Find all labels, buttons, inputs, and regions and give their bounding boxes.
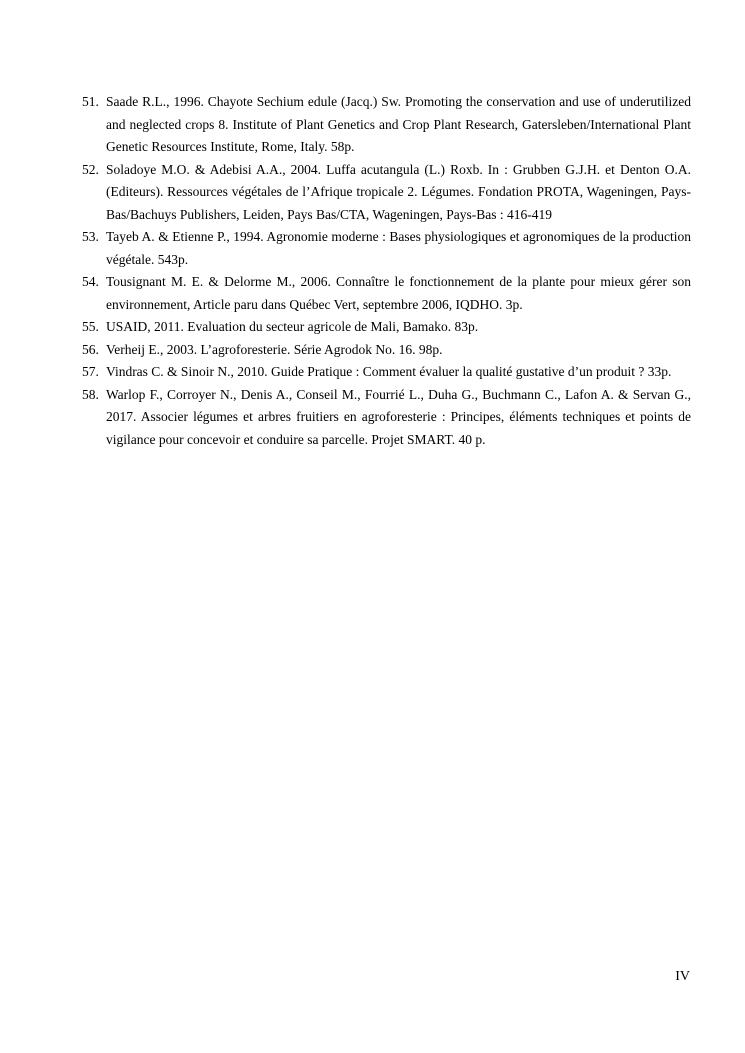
- reference-list: [82, 91, 691, 451]
- reference-text: Verheij E., 2003. L’agroforesterie. Série Agrodok No. 16. 98p.: [106, 341, 443, 357]
- reference-number: 57.: [82, 364, 99, 379]
- reference-number: 52.: [82, 161, 99, 177]
- page-number: IV: [675, 969, 690, 984]
- reference-text: Warlop F., Corroyer N., Denis A., Conseil M., Fourrié L., Duha G., Buchmann C., Lafon A. & Servan G., 2017. Associer légumes et arbres fruitiers en agroforesterie : Principes, éléments techniques et points de vigilance pour concevoir et conduire sa parcelle. Projet SMART. 40 p.: [106, 386, 691, 447]
- reference-number: 51.: [82, 94, 99, 109]
- reference-item: [82, 159, 691, 227]
- reference-number: 54.: [82, 274, 99, 289]
- reference-item: [82, 361, 691, 384]
- reference-item: [82, 226, 691, 271]
- reference-item: [82, 91, 691, 159]
- reference-number: 55.: [82, 319, 99, 334]
- reference-number: 53.: [82, 229, 99, 244]
- reference-text: Saade R.L., 1996. Chayote Sechium edule (Jacq.) Sw. Promoting the conservation and use of underutilized and neglected crops 8. Institute of Plant Genetics and Crop Plant Research, Gatersleben/International Plant Genetic Resources Institute, Rome, Italy. 58p.: [106, 94, 691, 154]
- reference-text: Soladoye M.O. & Adebisi A.A., 2004. Luffa acutangula (L.) Roxb. In : Grubben G.J.H. et Denton O.A. (Editeurs). Ressources végétales de l’Afrique tropicale 2. Légumes. Fondation PROTA, Wageningen, Pays-Bas/Bachuys Publishers, Leiden, Pays Bas/CTA, Wageningen, Pays-Bas : 416-419: [106, 161, 691, 222]
- reference-number: 58.: [82, 386, 99, 402]
- reference-text: Tayeb A. & Etienne P., 1994. Agronomie moderne : Bases physiologiques et agronomiques de la production végétale. 543p.: [106, 229, 691, 267]
- reference-text: USAID, 2011. Evaluation du secteur agricole de Mali, Bamako. 83p.: [106, 319, 479, 334]
- reference-item: [82, 271, 691, 316]
- reference-item: [82, 384, 691, 452]
- reference-item: [82, 339, 691, 362]
- reference-text: Tousignant M. E. & Delorme M., 2006. Connaître le fonctionnement de la plante pour mieux gérer son environnement, Article paru dans Québec Vert, septembre 2006, IQDHO. 3p.: [106, 274, 691, 312]
- reference-item: [82, 316, 691, 339]
- reference-number: 56.: [82, 341, 99, 357]
- reference-text: Vindras C. & Sinoir N., 2010. Guide Pratique : Comment évaluer la qualité gustative d’un produit ? 33p.: [106, 364, 672, 379]
